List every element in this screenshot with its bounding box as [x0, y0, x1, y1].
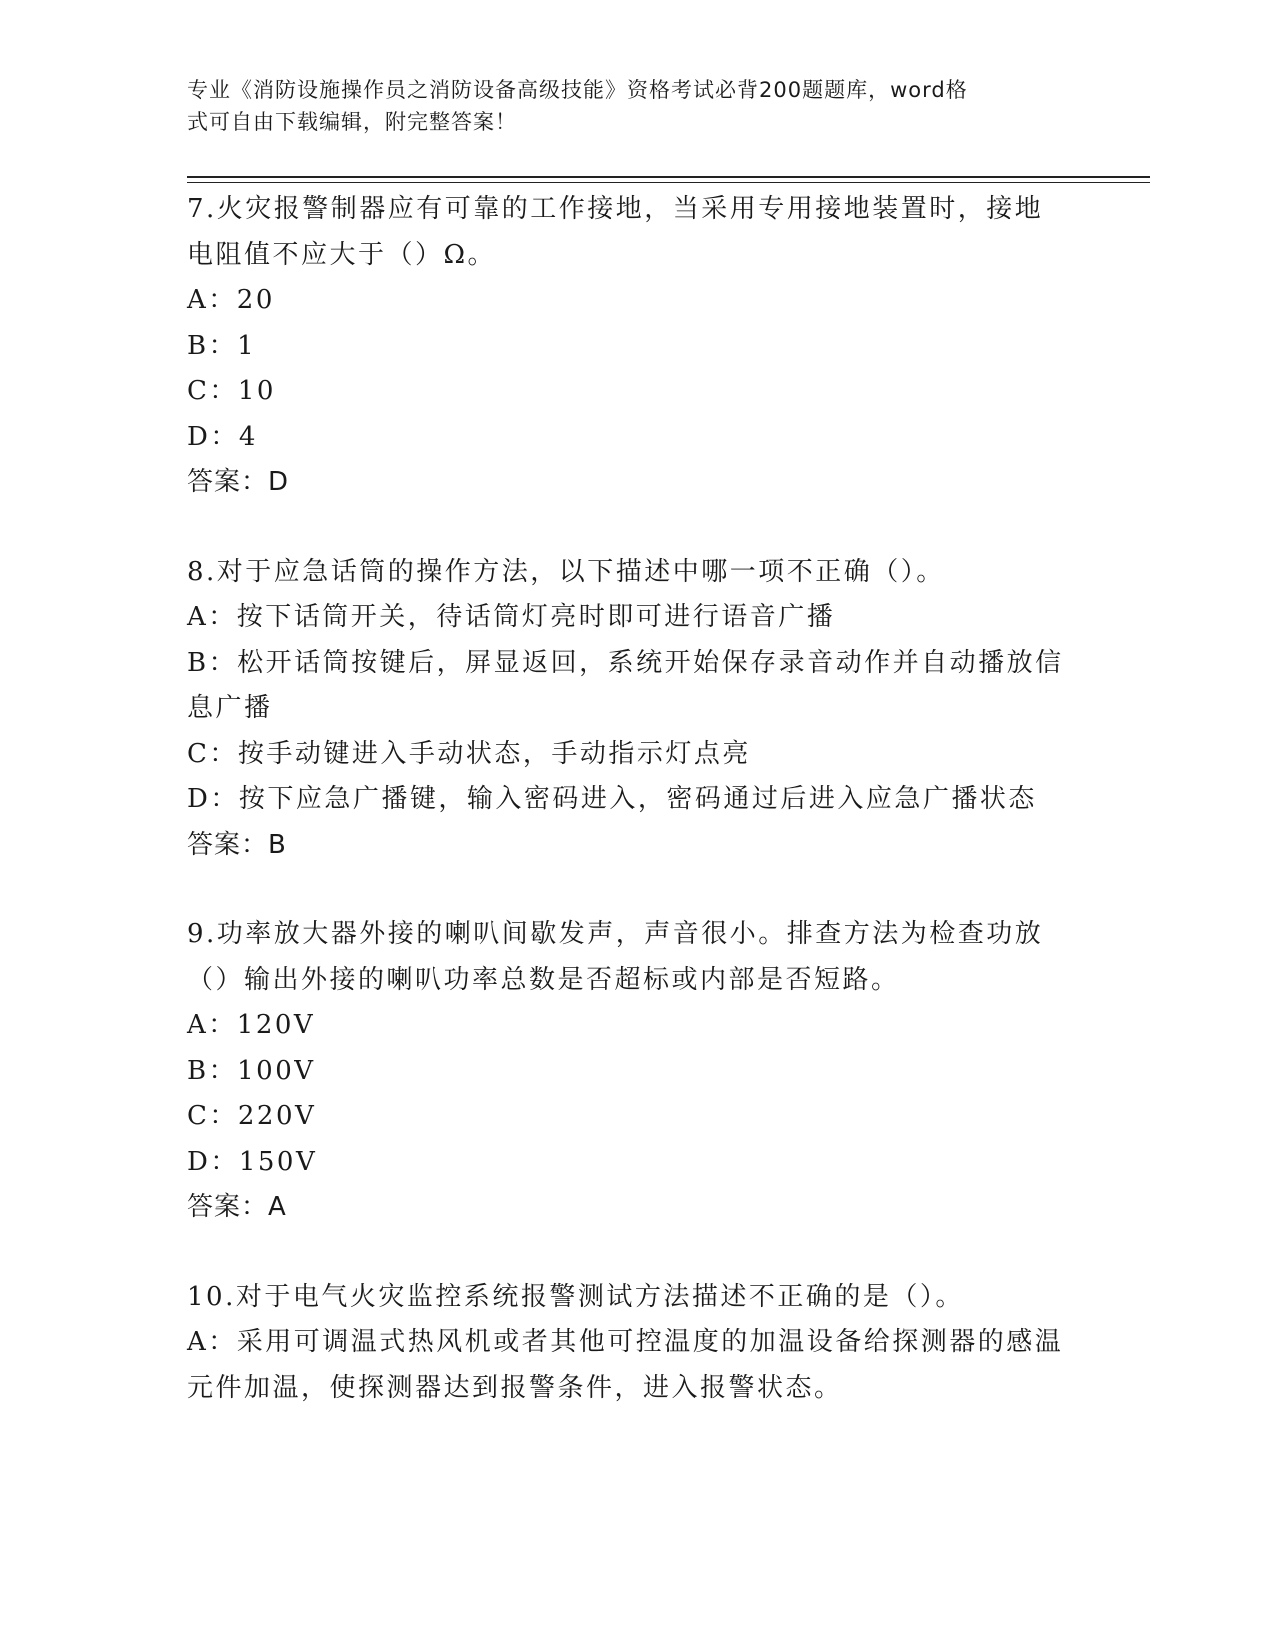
question-9	[187, 912, 1067, 1231]
option-a: A：按下话筒开关，待话筒灯亮时即可进行语音广播	[187, 602, 836, 632]
header-rule-thick	[187, 176, 1150, 178]
question-10	[187, 1275, 1067, 1412]
option-d: D：4	[187, 421, 258, 452]
option-b: B：松开话筒按键后，屏显返回，系统开始保存录音动作并自动播放信	[187, 647, 1064, 678]
option-d: D：150V	[187, 1146, 318, 1177]
option-a: A：120V	[187, 1010, 316, 1040]
option-b: B：100V	[187, 1055, 316, 1086]
option-a-continued: 元件加温，使探测器达到报警条件，进入报警状态。	[187, 1372, 843, 1403]
question-spacer	[187, 868, 1067, 912]
question-8	[187, 550, 1067, 869]
question-list	[187, 187, 1067, 1411]
header-rule-thin	[187, 182, 1150, 183]
header-line-2: 式可自由下载编辑，附完整答案！	[187, 110, 517, 134]
question-stem: 10.对于电气火灾监控系统报警测试方法描述不正确的是（）。	[187, 1281, 964, 1312]
option-c: C：按手动键进入手动状态，手动指示灯点亮	[187, 738, 751, 769]
document-header	[187, 74, 1067, 138]
answer: 答案：D	[187, 467, 290, 497]
question-stem: 9.功率放大器外接的喇叭间歇发声，声音很小。排查方法为检查功放	[187, 919, 1044, 949]
answer: 答案：A	[187, 1192, 287, 1222]
question-spacer	[187, 1231, 1067, 1275]
question-stem: （）输出外接的喇叭功率总数是否超标或内部是否短路。	[187, 964, 900, 995]
question-stem: 8.对于应急话筒的操作方法，以下描述中哪一项不正确（）。	[187, 556, 945, 587]
option-a: A：采用可调温式热风机或者其他可控温度的加温设备给探测器的感温	[187, 1327, 1064, 1357]
header-line-1: 专业《消防设施操作员之消防设备高级技能》资格考试必背200题题库，word格	[187, 78, 968, 102]
option-b-continued: 息广播	[187, 693, 273, 723]
option-c: C：10	[187, 376, 276, 406]
option-d: D：按下应急广播键，输入密码进入，密码通过后进入应急广播状态	[187, 784, 1037, 814]
question-spacer	[187, 506, 1067, 550]
option-b: B：1	[187, 330, 257, 361]
question-7	[187, 187, 1067, 506]
question-stem: 电阻值不应大于（）Ω。	[187, 239, 497, 270]
question-stem: 7.火灾报警制器应有可靠的工作接地，当采用专用接地装置时，接地	[187, 194, 1044, 224]
option-a: A：20	[187, 285, 275, 315]
answer: 答案：B	[187, 829, 287, 860]
option-c: C：220V	[187, 1101, 317, 1131]
